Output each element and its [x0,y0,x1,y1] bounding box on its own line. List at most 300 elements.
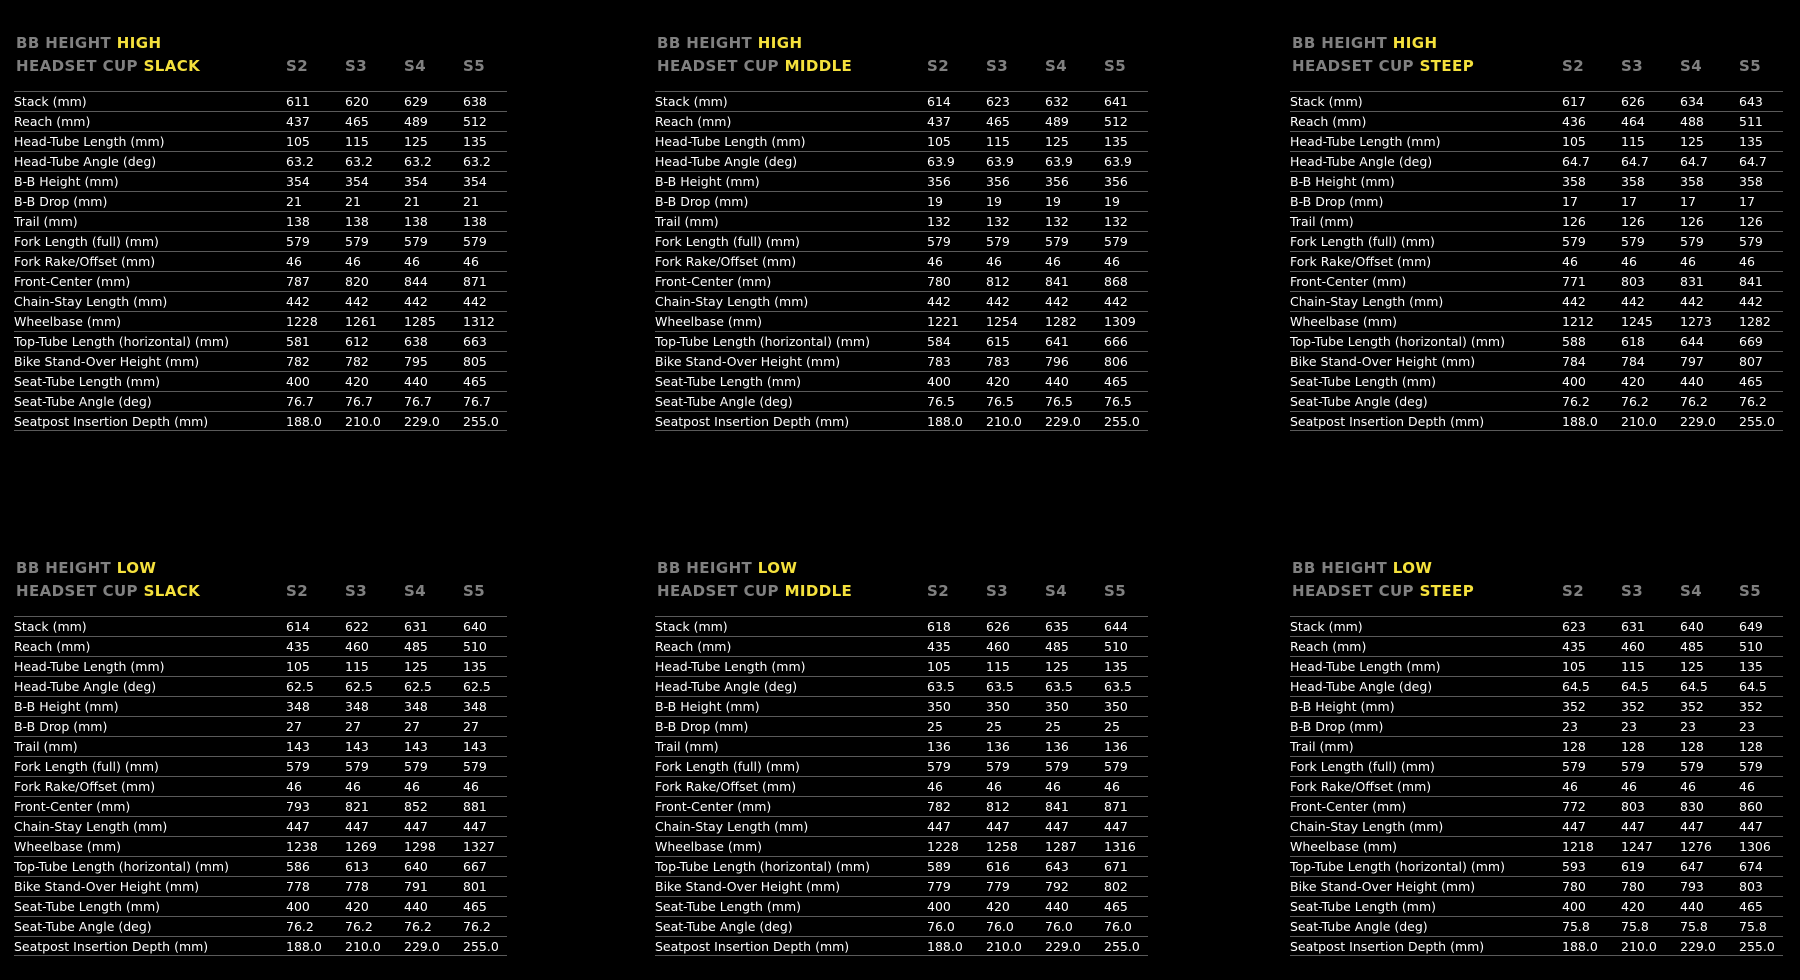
value-cell-s4: 579 [1680,234,1704,249]
row-label: Seat-Tube Length (mm) [14,899,161,914]
value-cell-s2: 437 [927,114,951,129]
value-cell-s4: 64.7 [1680,154,1708,169]
value-cell-s5: 138 [463,214,487,229]
value-cell-s4: 830 [1680,799,1704,814]
value-cell-s5: 447 [463,819,487,834]
value-cell-s3: 460 [345,639,369,654]
row-label: Seatpost Insertion Depth (mm) [14,939,209,954]
table-row [655,351,1148,371]
table-row [1290,656,1783,676]
row-label: Front-Center (mm) [655,274,772,289]
value-cell-s4: 23 [1680,719,1696,734]
value-cell-s2: 579 [927,234,951,249]
headset-cup-heading: HEADSET CUP STEEP [1292,57,1475,75]
value-cell-s2: 46 [1562,779,1578,794]
table-row [655,191,1148,211]
value-cell-s4: 638 [404,334,428,349]
size-header-s4: S4 [1045,57,1068,75]
row-label: B-B Height (mm) [655,699,760,714]
value-cell-s5: 350 [1104,699,1128,714]
value-cell-s2: 793 [286,799,310,814]
table-row [14,636,507,656]
value-cell-s5: 442 [463,294,487,309]
row-label: Fork Rake/Offset (mm) [1290,779,1432,794]
value-cell-s4: 447 [1045,819,1069,834]
row-label: Head-Tube Length (mm) [1290,134,1441,149]
value-cell-s3: 46 [1621,779,1637,794]
value-cell-s2: 143 [286,739,310,754]
value-cell-s5: 579 [463,759,487,774]
value-cell-s3: 579 [1621,234,1645,249]
size-header-s5: S5 [463,582,486,600]
row-label: Front-Center (mm) [14,274,131,289]
table-row [1290,91,1783,111]
table-row [1290,636,1783,656]
row-label: Front-Center (mm) [1290,799,1407,814]
value-cell-s2: 782 [286,354,310,369]
value-cell-s2: 780 [1562,879,1586,894]
table-row [14,876,507,896]
value-cell-s3: 803 [1621,799,1645,814]
value-cell-s5: 358 [1739,174,1763,189]
row-label: Stack (mm) [14,94,87,109]
value-cell-s3: 115 [1621,659,1645,674]
row-label: Bike Stand-Over Height (mm) [14,879,200,894]
value-cell-s3: 210.0 [986,414,1022,429]
value-cell-s2: 614 [286,619,310,634]
value-cell-s2: 614 [927,94,951,109]
table-row [1290,111,1783,131]
table-row [655,636,1148,656]
value-cell-s2: 46 [927,779,943,794]
table-row [1290,351,1783,371]
value-cell-s4: 440 [1680,899,1704,914]
table-row [14,716,507,736]
value-cell-s5: 354 [463,174,487,189]
value-cell-s2: 400 [927,899,951,914]
value-cell-s4: 76.2 [404,919,432,934]
value-cell-s2: 64.7 [1562,154,1590,169]
value-cell-s5: 19 [1104,194,1120,209]
table-body [14,91,507,431]
value-cell-s2: 356 [927,174,951,189]
row-label: Fork Length (full) (mm) [14,759,159,774]
value-cell-s4: 485 [1045,639,1069,654]
value-cell-s5: 46 [463,779,479,794]
value-cell-s4: 358 [1680,174,1704,189]
value-cell-s4: 126 [1680,214,1704,229]
value-cell-s3: 460 [1621,639,1645,654]
value-cell-s5: 447 [1739,819,1763,834]
value-cell-s2: 352 [1562,699,1586,714]
value-cell-s3: 356 [986,174,1010,189]
value-cell-s2: 447 [1562,819,1586,834]
value-cell-s3: 579 [1621,759,1645,774]
value-cell-s5: 255.0 [1739,414,1775,429]
row-label: Front-Center (mm) [655,799,772,814]
table-row [1290,191,1783,211]
value-cell-s2: 105 [1562,134,1586,149]
table-row [14,251,507,271]
row-label: Reach (mm) [655,114,732,129]
value-cell-s2: 447 [927,819,951,834]
value-cell-s2: 771 [1562,274,1586,289]
value-cell-s2: 1228 [927,839,959,854]
value-cell-s3: 63.2 [345,154,373,169]
value-cell-s3: 631 [1621,619,1645,634]
value-cell-s2: 348 [286,699,310,714]
row-label: Head-Tube Length (mm) [655,134,806,149]
row-label: Chain-Stay Length (mm) [1290,819,1444,834]
value-cell-s2: 126 [1562,214,1586,229]
row-label: Bike Stand-Over Height (mm) [1290,879,1476,894]
value-cell-s2: 436 [1562,114,1586,129]
value-cell-s3: 76.2 [345,919,373,934]
table-row [14,676,507,696]
table-row [1290,796,1783,816]
value-cell-s4: 62.5 [404,679,432,694]
value-cell-s2: 584 [927,334,951,349]
row-label: Seat-Tube Angle (deg) [655,919,793,934]
value-cell-s5: 1316 [1104,839,1136,854]
value-cell-s3: 17 [1621,194,1637,209]
value-cell-s4: 852 [404,799,428,814]
value-cell-s4: 125 [1680,134,1704,149]
row-label: Top-Tube Length (horizontal) (mm) [655,334,870,349]
value-cell-s4: 1276 [1680,839,1712,854]
value-cell-s3: 782 [345,354,369,369]
table-row [655,796,1148,816]
row-label: Seatpost Insertion Depth (mm) [14,414,209,429]
value-cell-s5: 807 [1739,354,1763,369]
value-cell-s3: 25 [986,719,1002,734]
value-cell-s3: 46 [1621,254,1637,269]
value-cell-s5: 669 [1739,334,1763,349]
value-cell-s2: 1238 [286,839,318,854]
row-label: Trail (mm) [655,214,719,229]
value-cell-s5: 46 [1104,254,1120,269]
size-header-s2: S2 [927,582,950,600]
value-cell-s4: 579 [1045,234,1069,249]
value-cell-s4: 1287 [1045,839,1077,854]
row-label: Seat-Tube Angle (deg) [14,394,152,409]
value-cell-s4: 63.2 [404,154,432,169]
value-cell-s2: 400 [1562,899,1586,914]
table-row [655,291,1148,311]
value-cell-s3: 420 [986,899,1010,914]
value-cell-s5: 465 [463,899,487,914]
geometry-table-high-slack [14,34,507,429]
value-cell-s2: 400 [286,374,310,389]
table-row [1290,171,1783,191]
bb-height-heading: BB HEIGHT LOW [1292,559,1433,577]
value-cell-s2: 46 [286,254,302,269]
size-header-s5: S5 [1104,582,1127,600]
value-cell-s2: 188.0 [1562,939,1598,954]
row-label: Fork Length (full) (mm) [1290,234,1435,249]
size-header-s2: S2 [1562,57,1585,75]
value-cell-s2: 75.8 [1562,919,1590,934]
value-cell-s5: 46 [1104,779,1120,794]
table-row [655,111,1148,131]
table-row [655,856,1148,876]
value-cell-s3: 420 [986,374,1010,389]
table-row [655,916,1148,936]
row-label: Stack (mm) [1290,94,1363,109]
value-cell-s2: 76.5 [927,394,955,409]
row-label: Trail (mm) [14,214,78,229]
value-cell-s5: 126 [1739,214,1763,229]
value-cell-s5: 510 [463,639,487,654]
row-label: Head-Tube Length (mm) [655,659,806,674]
row-label: Bike Stand-Over Height (mm) [655,354,841,369]
value-cell-s5: 135 [1739,659,1763,674]
row-label: Top-Tube Length (horizontal) (mm) [1290,859,1505,874]
row-label: Chain-Stay Length (mm) [655,294,809,309]
value-cell-s5: 132 [1104,214,1128,229]
value-cell-s5: 881 [463,799,487,814]
row-label: Seat-Tube Angle (deg) [655,394,793,409]
value-cell-s2: 354 [286,174,310,189]
value-cell-s5: 644 [1104,619,1128,634]
table-row [655,776,1148,796]
value-cell-s3: 464 [1621,114,1645,129]
row-label: Seatpost Insertion Depth (mm) [1290,414,1485,429]
value-cell-s3: 1254 [986,314,1018,329]
value-cell-s2: 27 [286,719,302,734]
table-row [655,271,1148,291]
value-cell-s4: 640 [404,859,428,874]
value-cell-s5: 465 [463,374,487,389]
value-cell-s2: 105 [286,659,310,674]
size-header-s2: S2 [927,57,950,75]
row-label: Stack (mm) [655,94,728,109]
value-cell-s3: 821 [345,799,369,814]
value-cell-s4: 46 [1680,779,1696,794]
value-cell-s5: 1327 [463,839,495,854]
value-cell-s5: 871 [1104,799,1128,814]
row-label: Fork Rake/Offset (mm) [14,254,156,269]
value-cell-s2: 581 [286,334,310,349]
table-row [655,716,1148,736]
value-cell-s2: 358 [1562,174,1586,189]
bb-height-heading: BB HEIGHT LOW [16,559,157,577]
bb-height-heading: BB HEIGHT LOW [657,559,798,577]
value-cell-s5: 579 [1739,759,1763,774]
row-label: Stack (mm) [655,619,728,634]
value-cell-s2: 128 [1562,739,1586,754]
value-cell-s3: 465 [986,114,1010,129]
value-cell-s2: 21 [286,194,302,209]
table-row [1290,211,1783,231]
value-cell-s2: 447 [286,819,310,834]
row-label: Chain-Stay Length (mm) [14,819,168,834]
value-cell-s4: 76.2 [1680,394,1708,409]
value-cell-s4: 579 [404,759,428,774]
row-label: Fork Rake/Offset (mm) [655,254,797,269]
row-label: Fork Length (full) (mm) [1290,759,1435,774]
value-cell-s4: 793 [1680,879,1704,894]
value-cell-s4: 350 [1045,699,1069,714]
row-label: B-B Drop (mm) [14,194,108,209]
value-cell-s4: 440 [404,899,428,914]
value-cell-s3: 46 [986,254,1002,269]
value-cell-s5: 579 [1104,759,1128,774]
value-cell-s5: 76.7 [463,394,491,409]
value-cell-s3: 354 [345,174,369,189]
value-cell-s3: 812 [986,274,1010,289]
table-row [1290,916,1783,936]
value-cell-s4: 489 [404,114,428,129]
value-cell-s4: 229.0 [1045,414,1081,429]
value-cell-s2: 783 [927,354,951,369]
value-cell-s5: 136 [1104,739,1128,754]
value-cell-s2: 188.0 [286,414,322,429]
value-cell-s5: 255.0 [463,414,499,429]
bb-height-heading: BB HEIGHT HIGH [657,34,803,52]
geometry-table-low-middle [655,559,1148,954]
row-label: Reach (mm) [1290,114,1367,129]
value-cell-s2: 579 [1562,759,1586,774]
row-label: B-B Drop (mm) [1290,194,1384,209]
table-row [1290,876,1783,896]
value-cell-s4: 579 [404,234,428,249]
row-label: Trail (mm) [1290,214,1354,229]
table-row [14,331,507,351]
row-label: B-B Drop (mm) [655,719,749,734]
bb-height-heading: BB HEIGHT HIGH [1292,34,1438,52]
size-header-s4: S4 [1045,582,1068,600]
size-header-s5: S5 [1104,57,1127,75]
value-cell-s4: 640 [1680,619,1704,634]
value-cell-s4: 641 [1045,334,1069,349]
value-cell-s4: 125 [1680,659,1704,674]
value-cell-s5: 860 [1739,799,1763,814]
row-label: Stack (mm) [1290,619,1363,634]
value-cell-s3: 132 [986,214,1010,229]
table-body [655,616,1148,956]
table-header [1290,34,1783,87]
table-body [1290,91,1783,431]
table-row [655,151,1148,171]
value-cell-s5: 667 [463,859,487,874]
value-cell-s3: 64.5 [1621,679,1649,694]
value-cell-s2: 437 [286,114,310,129]
value-cell-s2: 617 [1562,94,1586,109]
value-cell-s4: 136 [1045,739,1069,754]
table-row [14,756,507,776]
table-row [655,211,1148,231]
value-cell-s4: 634 [1680,94,1704,109]
value-cell-s5: 640 [463,619,487,634]
value-cell-s4: 46 [404,779,420,794]
value-cell-s5: 25 [1104,719,1120,734]
row-label: Head-Tube Angle (deg) [1290,679,1433,694]
table-row [655,696,1148,716]
row-label: Stack (mm) [14,619,87,634]
value-cell-s5: 841 [1739,274,1763,289]
value-cell-s3: 136 [986,739,1010,754]
table-row [655,131,1148,151]
row-label: Fork Length (full) (mm) [14,234,159,249]
row-label: Chain-Stay Length (mm) [655,819,809,834]
value-cell-s3: 465 [345,114,369,129]
value-cell-s5: 63.5 [1104,679,1132,694]
value-cell-s2: 132 [927,214,951,229]
row-label: Seat-Tube Length (mm) [14,374,161,389]
value-cell-s4: 143 [404,739,428,754]
value-cell-s2: 586 [286,859,310,874]
row-label: Seat-Tube Length (mm) [655,374,802,389]
row-label: Wheelbase (mm) [655,314,763,329]
value-cell-s4: 635 [1045,619,1069,634]
value-cell-s3: 812 [986,799,1010,814]
value-cell-s3: 616 [986,859,1010,874]
value-cell-s4: 63.5 [1045,679,1073,694]
value-cell-s4: 348 [404,699,428,714]
table-row [655,656,1148,676]
value-cell-s5: 63.9 [1104,154,1132,169]
value-cell-s5: 868 [1104,274,1128,289]
value-cell-s5: 649 [1739,619,1763,634]
table-header [655,559,1148,612]
value-cell-s2: 17 [1562,194,1578,209]
value-cell-s5: 803 [1739,879,1763,894]
value-cell-s4: 356 [1045,174,1069,189]
row-label: B-B Height (mm) [1290,174,1395,189]
value-cell-s2: 63.9 [927,154,955,169]
value-cell-s3: 442 [1621,294,1645,309]
table-body [655,91,1148,431]
value-cell-s4: 229.0 [1680,939,1716,954]
value-cell-s3: 115 [986,659,1010,674]
value-cell-s2: 442 [1562,294,1586,309]
table-row [1290,391,1783,411]
value-cell-s4: 1273 [1680,314,1712,329]
headset-cup-heading: HEADSET CUP SLACK [16,57,201,75]
table-row [14,131,507,151]
value-cell-s3: 358 [1621,174,1645,189]
value-cell-s2: 588 [1562,334,1586,349]
value-cell-s4: 440 [1045,374,1069,389]
value-cell-s3: 46 [345,779,361,794]
table-row [655,896,1148,916]
value-cell-s3: 820 [345,274,369,289]
value-cell-s2: 435 [927,639,951,654]
value-cell-s3: 618 [1621,334,1645,349]
table-row [14,231,507,251]
value-cell-s5: 76.5 [1104,394,1132,409]
row-label: Head-Tube Angle (deg) [1290,154,1433,169]
value-cell-s5: 143 [463,739,487,754]
value-cell-s3: 46 [986,779,1002,794]
value-cell-s3: 579 [986,234,1010,249]
row-label: Reach (mm) [14,639,91,654]
value-cell-s3: 612 [345,334,369,349]
table-row [14,151,507,171]
value-cell-s2: 188.0 [927,939,963,954]
row-label: Wheelbase (mm) [14,839,122,854]
bb-height-heading: BB HEIGHT HIGH [16,34,162,52]
row-label: Seat-Tube Length (mm) [655,899,802,914]
value-cell-s4: 796 [1045,354,1069,369]
value-cell-s5: 135 [463,659,487,674]
table-row [1290,231,1783,251]
value-cell-s2: 400 [1562,374,1586,389]
value-cell-s5: 671 [1104,859,1128,874]
value-cell-s2: 64.5 [1562,679,1590,694]
value-cell-s5: 512 [1104,114,1128,129]
